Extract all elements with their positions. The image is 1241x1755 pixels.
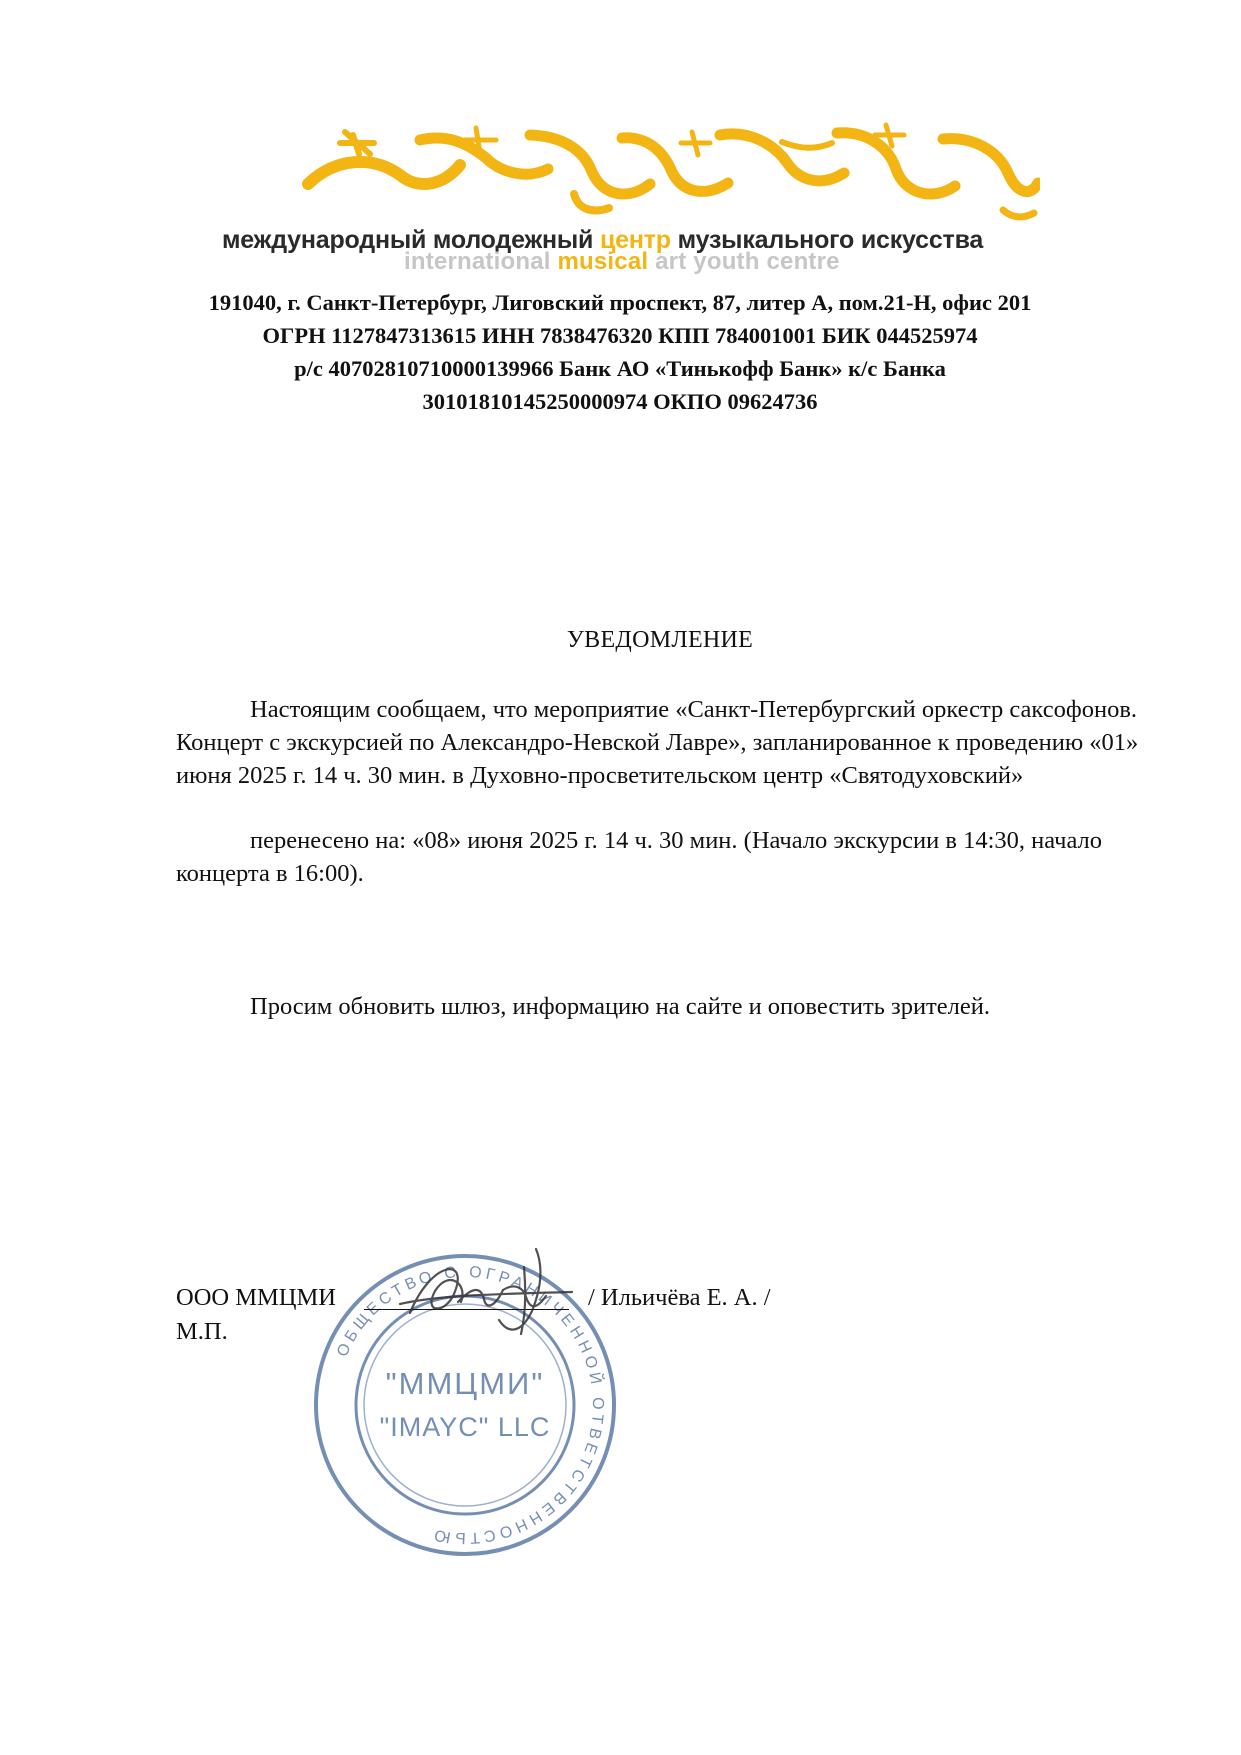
notification-paragraph-event [176,693,1156,792]
organization-name-ru-accent: центр [599,226,671,254]
company-requisites [120,286,1120,418]
notification-paragraph-request-text: Просим обновить шлюз, информацию на сайте и оповестить зрителей. [250,993,990,1020]
organization-name-ru-suffix: музыкального искусства [670,226,984,254]
requisites-registration-line: ОГРН 1127847313615 ИНН 7838476320 КПП 784001001 БИК 044525974 [262,323,978,348]
organization-name-en-accent: musical [557,248,649,275]
signature-organization: ООО ММЦМИ [176,1284,336,1311]
seal-center-name-en: "IMAYC" LLC [379,1412,551,1442]
calligraphic-logo-icon [300,118,1040,230]
requisites-correspondent-account-line: 30101810145250000974 ОКПО 09624736 [422,389,818,414]
organization-name-en [404,248,840,276]
stamp-placement-label: М.П. [176,1318,228,1345]
notification-paragraph-new-date-text: перенесено на: «08» июня 2025 г. 14 ч. 30 мин. (Начало экскурсии в 14:30, начало концерта в 16:00). [176,827,1103,887]
seal-center-name-ru: "ММЦМИ" [385,1366,545,1401]
requisites-bank-account-line: р/с 40702810710000139966 Банк АО «Тинькофф Банк» к/с Банка [294,356,946,381]
notification-paragraph-new-date [176,824,1156,890]
handwritten-signature-icon [376,1238,591,1346]
document-title: УВЕДОМЛЕНИЕ [566,627,754,653]
organization-name-en-suffix: art youth centre [648,248,840,275]
organization-name-ru-prefix: международный молодежный [222,226,600,254]
signature-signer: / Ильичёва Е. А. / [588,1284,771,1311]
notification-paragraph-event-text: Настоящим сообщаем, что мероприятие «Санкт-Петербургский оркестр саксофонов. Концерт с экскурсией по Александро-Невской Лавре», запланированное к проведению «01» июня 2025 г. 14 ч. 30 мин. в Духовно-просветительском центр «Святодуховский» [176,696,1139,789]
seal-ring-text: ОБЩЕСТВО С ОГРАНИЧЕННОЙ ОТВЕТСТВЕННОСТЬЮ [333,1263,607,1547]
notification-paragraph-request [176,990,1156,1023]
requisites-address-line: 191040, г. Санкт-Петербург, Лиговский проспект, 87, литер А, пом.21-Н, офис 201 [208,290,1032,315]
organization-name-en-prefix: international [404,248,558,275]
